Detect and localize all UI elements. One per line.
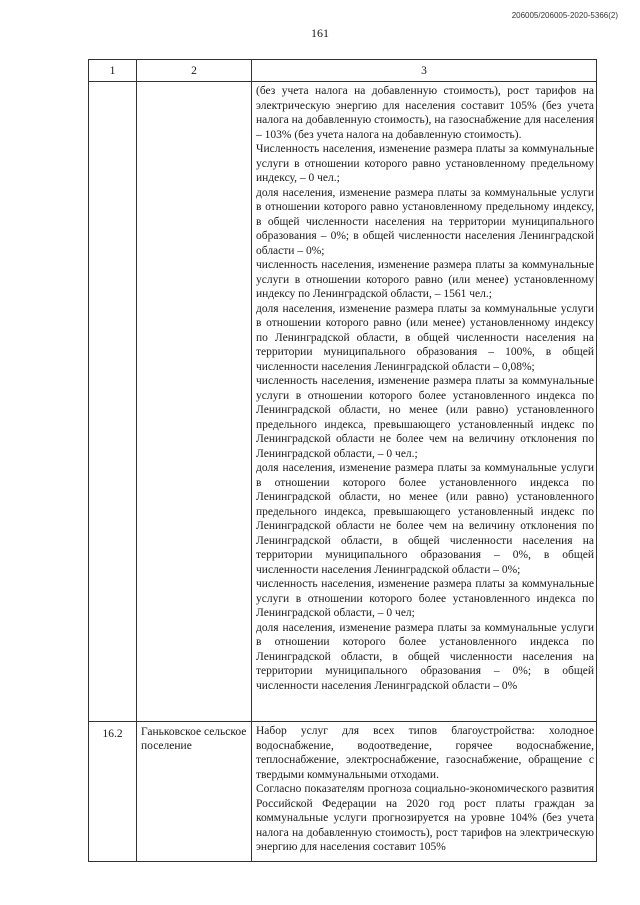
description-cell (252, 82, 597, 722)
description-paragraph: Численность населения, изменение размера платы за коммунальные услуги в отношении которого равно установленному предельному индексу, – 0 чел.; (256, 143, 594, 184)
services-table (88, 59, 597, 862)
table-row (89, 722, 597, 862)
description-paragraph: численность населения, изменение размера платы за коммунальные услуги в отношении которого более установленного индекса по Ленинградской области, – 0 чел; (256, 578, 594, 619)
column-number-1: 1 (89, 60, 137, 82)
table-row (89, 82, 597, 722)
description-paragraph: численность населения, изменение размера платы за коммунальные услуги в отношении которого более установленного индекса по Ленинградской области, но менее (или равно) установленного предельного индекса, превышающего установленный индекс по Ленинградской области не более чем на величину отклонения по Ленинградской области, – 0 чел.; (256, 375, 594, 460)
page-number: 161 (311, 26, 329, 40)
description-paragraph: (без учета налога на добавленную стоимость), рост тарифов на электрическую энергию для населения составит 105% (без учета налога на добавленную стоимость), на газоснабжение для населения – 103% (без учета налога на добавленную стоимость). (256, 85, 594, 141)
row-number (89, 82, 137, 722)
description-paragraph: Согласно показателям прогноза социально-экономического развития Российской Федерации на 2020 год рост платы граждан за коммунальные услуги прогнозируется на уровне 104% (без учета налога на добавленную стоимость), рост тарифов на электрическую энергию для населения составит 105% (256, 783, 594, 853)
column-number-3: 3 (252, 60, 597, 82)
description-paragraph: доля населения, изменение размера платы за коммунальные услуги в отношении которого более установленного индекса по Ленинградской области, в общей численности населения на территории муниципального образования – 0%; в общей численности населения Ленинградской области – 0% (256, 621, 594, 692)
description-cell (252, 722, 597, 862)
settlement-name (137, 82, 252, 722)
description-paragraph: доля населения, изменение размера платы за коммунальные услуги в отношении которого более установленного индекса по Ленинградской области, но менее (или равно) установленного предельного индекса, превышающего установленный индекс по Ленинградской области не более чем на величину отклонения по Ленинградской области, в общей численности населения на территории муниципального образования – 0%, в общей численности населения Ленинградской области – 0%; (256, 462, 594, 576)
description-paragraph: численность населения, изменение размера платы за коммунальные услуги в отношении которого равно (или менее) установленному индексу по Ленинградской области, – 1561 чел.; (256, 259, 594, 300)
description-paragraph: доля населения, изменение размера платы за коммунальные услуги в отношении которого равно (или менее) установленному индексу по Ленинградской области, в общей численности населения на территории муниципального образования – 100%, в общей численности населения Ленинградской области – 0,08%; (256, 302, 594, 373)
description-paragraph: доля населения, изменение размера платы за коммунальные услуги в отношении которого равно установленному предельному индексу, в общей численности населения на территории муниципального образования – 0%; в общей численности населения Ленинградской области – 0%; (256, 186, 594, 257)
description-paragraph: Набор услуг для всех типов благоустройства: холодное водоснабжение, водоотведение, горячее водоснабжение, теплоснабжение, электроснабжение, газоснабжение, обращение с твердыми коммунальными отходами. (256, 725, 594, 781)
column-number-2: 2 (137, 60, 252, 82)
document-code: 206005/206005-2020-5366(2) (511, 11, 618, 20)
row-number: 16.2 (89, 722, 137, 862)
column-number-row (89, 60, 597, 82)
settlement-name: Ганьковское сельское поселение (137, 722, 252, 862)
